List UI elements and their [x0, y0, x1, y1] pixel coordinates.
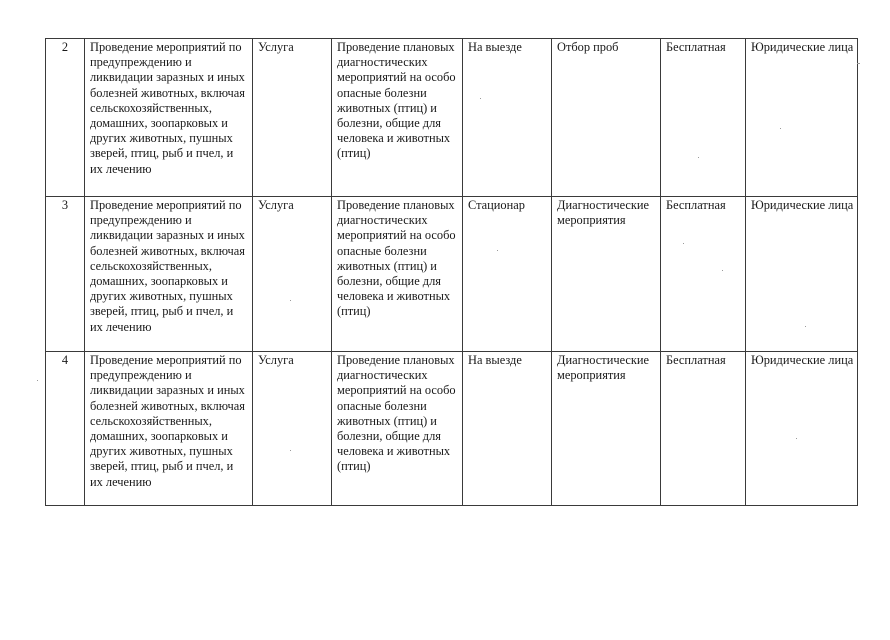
- service-type-cell: [253, 352, 332, 506]
- table-row: [46, 39, 858, 197]
- row-number-cell: [46, 197, 85, 352]
- service-recipient-cell: [746, 352, 858, 506]
- service-location-cell: [463, 39, 552, 197]
- service-name-cell: [85, 352, 253, 506]
- service-payment-cell: [661, 352, 746, 506]
- service-location: На выезде: [468, 40, 522, 54]
- service-recipient-cell: [746, 197, 858, 352]
- service-recipient: Юридические лица: [751, 40, 854, 54]
- service-name: Проведение мероприятий по предупреждению и ликвидации заразных и иных болезней животных, включая сельскохозяйственных, домашних, зоопарковых и других животных, пушных зверей, птиц, рыб и пчел, и их лечению: [90, 40, 245, 176]
- service-activity-cell: [552, 197, 661, 352]
- service-location: Стационар: [468, 198, 525, 212]
- row-number: 3: [61, 198, 69, 212]
- service-type-cell: [253, 39, 332, 197]
- service-description-cell: [332, 197, 463, 352]
- service-activity: Диагностические мероприятия: [557, 198, 650, 228]
- service-payment-cell: [661, 39, 746, 197]
- service-recipient-cell: [746, 39, 858, 197]
- service-recipient: Юридические лица: [751, 198, 854, 212]
- service-payment-cell: [661, 197, 746, 352]
- service-type: Услуга: [258, 40, 294, 54]
- service-location-cell: [463, 352, 552, 506]
- scan-speck: [805, 326, 806, 327]
- table-row: [46, 197, 858, 352]
- scan-speck: [857, 63, 860, 64]
- service-location-cell: [463, 197, 552, 352]
- scan-speck: [796, 438, 797, 439]
- scan-speck: [722, 270, 723, 271]
- service-description: Проведение плановых диагностических мероприятий на особо опасные болезни животных (птиц) и болезни, общие для человека и животных (птиц): [337, 198, 456, 319]
- service-activity: Диагностические мероприятия: [557, 353, 650, 383]
- service-description: Проведение плановых диагностических мероприятий на особо опасные болезни животных (птиц) и болезни, общие для человека и животных (птиц): [337, 353, 456, 474]
- service-name-cell: [85, 197, 253, 352]
- scan-speck: [497, 250, 498, 251]
- service-type: Услуга: [258, 353, 294, 367]
- service-type: Услуга: [258, 198, 294, 212]
- row-number-cell: [46, 39, 85, 197]
- service-name: Проведение мероприятий по предупреждению и ликвидации заразных и иных болезней животных, включая сельскохозяйственных, домашних, зоопарковых и других животных, пушных зверей, птиц, рыб и пчел, и их лечению: [90, 198, 245, 334]
- scan-speck: [683, 243, 684, 244]
- scan-speck: [698, 157, 699, 158]
- service-payment: Бесплатная: [666, 40, 726, 54]
- row-number-cell: [46, 352, 85, 506]
- service-activity-cell: [552, 352, 661, 506]
- service-payment: Бесплатная: [666, 353, 726, 367]
- services-table: [45, 38, 858, 506]
- service-activity: Отбор проб: [557, 40, 619, 54]
- service-type-cell: [253, 197, 332, 352]
- scan-speck: [290, 300, 291, 301]
- service-payment: Бесплатная: [666, 198, 726, 212]
- service-name: Проведение мероприятий по предупреждению и ликвидации заразных и иных болезней животных, включая сельскохозяйственных, домашних, зоопарковых и других животных, пушных зверей, птиц, рыб и пчел, и их лечению: [90, 353, 245, 489]
- scan-speck: [37, 380, 38, 381]
- service-location: На выезде: [468, 353, 522, 367]
- service-description-cell: [332, 352, 463, 506]
- service-recipient: Юридические лица: [751, 353, 854, 367]
- service-description: Проведение плановых диагностических мероприятий на особо опасные болезни животных (птиц) и болезни, общие для человека и животных (птиц): [337, 40, 456, 161]
- service-description-cell: [332, 39, 463, 197]
- service-activity-cell: [552, 39, 661, 197]
- scan-speck: [780, 128, 781, 129]
- scan-speck: [290, 450, 291, 451]
- table-row: [46, 352, 858, 506]
- scan-speck: [480, 98, 481, 99]
- service-name-cell: [85, 39, 253, 197]
- row-number: 2: [61, 40, 69, 54]
- row-number: 4: [61, 353, 69, 367]
